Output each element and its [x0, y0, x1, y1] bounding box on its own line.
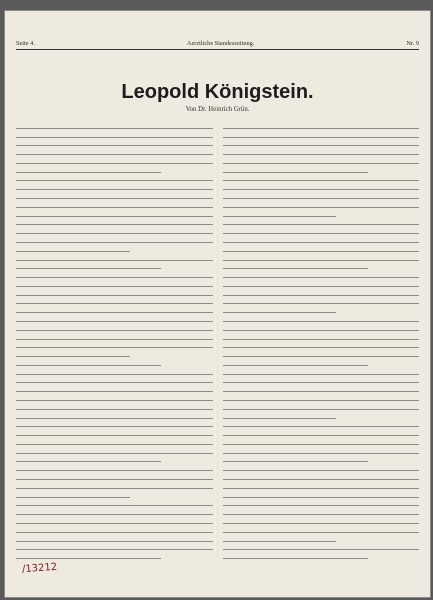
text-line [223, 288, 420, 296]
handwritten-annotation: /13212 [21, 561, 58, 576]
text-line [223, 121, 420, 129]
text-line [16, 165, 161, 173]
text-line [16, 349, 130, 357]
text-line [223, 507, 420, 515]
text-line [223, 525, 420, 533]
text-line [16, 209, 213, 217]
text-line [223, 384, 420, 392]
text-line [223, 191, 420, 199]
text-line [16, 507, 213, 515]
text-line [16, 261, 161, 269]
text-line [16, 419, 213, 427]
text-line [223, 156, 420, 164]
text-line [223, 542, 420, 550]
text-line [16, 411, 213, 419]
text-line [223, 314, 420, 322]
text-line [223, 428, 420, 436]
text-line [223, 446, 420, 454]
text-line [223, 516, 420, 524]
text-line [16, 534, 213, 542]
text-line [223, 393, 420, 401]
text-line [223, 340, 420, 348]
text-line [223, 130, 420, 138]
text-line [16, 138, 213, 146]
text-line [223, 437, 420, 445]
text-line [16, 542, 213, 550]
text-line [16, 270, 213, 278]
text-line [16, 428, 213, 436]
text-line [16, 446, 213, 454]
text-line [16, 288, 213, 296]
text-line [223, 419, 420, 427]
text-line [223, 376, 420, 384]
text-line [16, 358, 161, 366]
text-line [223, 323, 420, 331]
page-number: Seite 4. [16, 40, 35, 47]
text-line [223, 174, 420, 182]
text-line [223, 296, 420, 304]
issue-number: Nr. 9 [406, 40, 419, 47]
text-line [16, 279, 213, 287]
text-line [223, 534, 337, 542]
text-line [223, 551, 368, 559]
text-line [223, 305, 337, 313]
text-line [16, 551, 161, 559]
text-line [223, 498, 420, 506]
text-line [16, 367, 213, 375]
text-line [16, 323, 213, 331]
text-line [16, 253, 213, 261]
text-column-left [16, 120, 213, 565]
article-byline: Von Dr. Heinrich Grün. [185, 106, 250, 113]
text-line [223, 226, 420, 234]
text-line [16, 490, 130, 498]
text-line [223, 235, 420, 243]
text-line [223, 182, 420, 190]
text-line [16, 121, 213, 129]
text-line [223, 147, 420, 155]
text-line [16, 402, 213, 410]
text-line [223, 165, 368, 173]
text-line [16, 332, 213, 340]
text-column-right [223, 120, 420, 565]
text-line [223, 358, 368, 366]
text-line [16, 314, 213, 322]
text-line [16, 174, 213, 182]
text-line [16, 481, 213, 489]
text-line [16, 525, 213, 533]
header-rule [16, 49, 419, 50]
text-line [223, 411, 337, 419]
text-line [223, 279, 420, 287]
newspaper-page [4, 10, 431, 598]
text-line [223, 138, 420, 146]
text-line [16, 463, 213, 471]
text-line [16, 384, 213, 392]
page-header [16, 40, 419, 47]
text-line [16, 437, 213, 445]
text-line [223, 270, 420, 278]
text-line [16, 182, 213, 190]
text-line [16, 191, 213, 199]
text-line [16, 340, 213, 348]
text-line [16, 200, 213, 208]
text-line [223, 253, 420, 261]
text-line [223, 402, 420, 410]
text-line [16, 244, 130, 252]
text-line [16, 376, 213, 384]
text-line [223, 560, 420, 565]
text-line [223, 332, 420, 340]
text-line [16, 147, 213, 155]
text-line [16, 226, 213, 234]
publication-name: Aerztliche Standeszeitung. [186, 40, 255, 47]
text-line [16, 156, 213, 164]
text-line [16, 472, 213, 480]
text-line [16, 296, 213, 304]
text-line [16, 393, 213, 401]
text-line [16, 516, 213, 524]
text-line [16, 455, 161, 463]
text-line [16, 217, 213, 225]
text-line [223, 481, 420, 489]
text-line [223, 200, 420, 208]
text-line [16, 235, 213, 243]
text-line [223, 244, 420, 252]
text-line [223, 209, 337, 217]
text-line [223, 217, 420, 225]
text-line [16, 498, 213, 506]
text-line [223, 261, 368, 269]
text-line [223, 349, 420, 357]
text-line [223, 455, 368, 463]
text-line [223, 463, 420, 471]
text-line [223, 490, 420, 498]
text-line [223, 367, 420, 375]
text-line [223, 472, 420, 480]
article-body [16, 120, 419, 565]
article-title: Leopold Königstein. [121, 81, 314, 103]
text-line [16, 305, 213, 313]
text-line [16, 130, 213, 138]
